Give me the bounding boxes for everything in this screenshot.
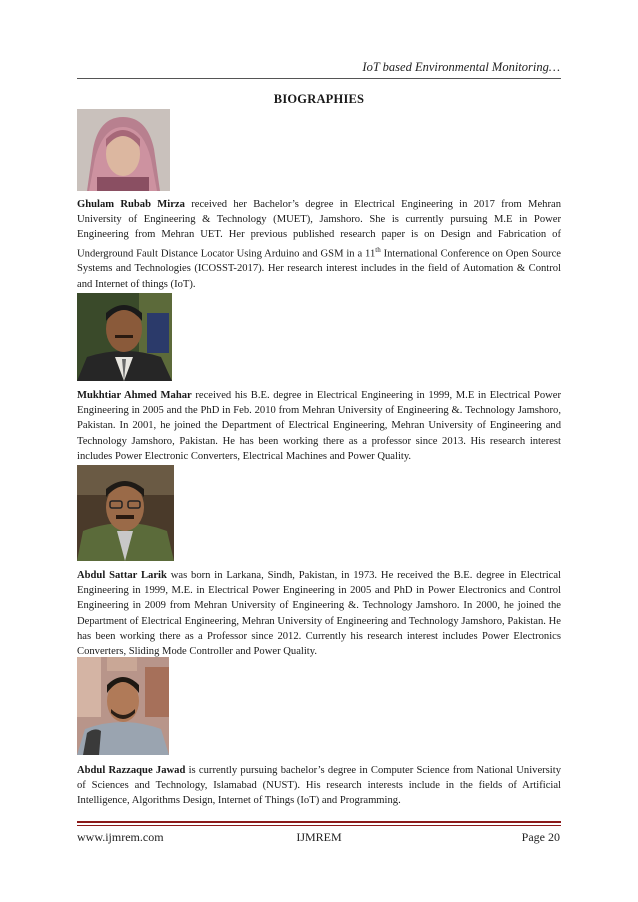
bio-paragraph-3: Abdul Sattar Larik was born in Larkana, Sindh, Pakistan, in 1973. He received the B.E. degree in Electrical Engineering in 1999, M.E. in Electrical Power Engineering in 2005 and PhD in Power Electronics and Control Engineering in 2009 from Mehran University of Engineering &. Technology Jamshoro. In 2000, he joined the Department of Electrical Engineering, Mehran University of Engineering and Technology Jamshoro, Pakistan. He has been working there as a Professor since 2012. Currently his research interest includes Power Electronics Converters, Sliding Mode Controller and Power Quality. bbox=[77, 570, 561, 658]
bio-paragraph-1: Ghulam Rubab Mirza received her Bachelor’s degree in Electrical Engineering in 2017 from Mehran University of Engineering & Technology (MUET), Jamshoro. She is currently pursuing M.E in Power Engineering from Mehran UET. Her previous published research paper is on Design and Fabrication of Underground Fault Distance Locator Using Arduino and GSM in a 11th International Conference on Open Source Systems and Technologies (ICOSST-2017). Her research interest includes in the field of Automation & Control and Internet of things (IoT). bbox=[77, 199, 561, 290]
footer-rule-thin bbox=[77, 825, 561, 826]
author-name-4: Abdul Razzaque Jawad bbox=[77, 765, 186, 776]
footer-page-number: Page 20 bbox=[521, 830, 560, 844]
header-rule bbox=[77, 78, 561, 79]
author-name-3: Abdul Sattar Larik bbox=[77, 570, 167, 581]
author-photo-3 bbox=[77, 465, 174, 561]
bio-paragraph-2: Mukhtiar Ahmed Mahar received his B.E. degree in Electrical Engineering in 1999, M.E in Electrical Power Engineering in 2005 and the PhD in Feb. 2010 from Mehran University of Engineering &. Technology Jamshoro, Pakistan. In 2001, he joined the Department of Electrical Engineering, Mehran University of Engineering and Technology Jamshoro, Pakistan. He has been working there as a professor since 2013. His research interest includes Power Electronic Converters, Electrical Machines and Power Quality. bbox=[77, 390, 562, 462]
author-name-2: Mukhtiar Ahmed Mahar bbox=[77, 390, 192, 401]
author-name-1: Ghulam Rubab Mirza bbox=[77, 199, 185, 210]
footer-journal: IJMREM bbox=[296, 830, 342, 844]
footer-rule bbox=[77, 821, 561, 823]
section-title: BIOGRAPHIES bbox=[273, 92, 365, 106]
author-photo-1 bbox=[77, 109, 170, 191]
footer-website-link[interactable]: www.ijmrem.com bbox=[77, 830, 164, 844]
running-header: IoT based Environmental Monitoring… bbox=[362, 60, 560, 74]
author-photo-2 bbox=[77, 293, 172, 381]
bio-paragraph-4: Abdul Razzaque Jawad is currently pursuing bachelor’s degree in Computer Science from National University of Sciences and Technology, Islamabad (NUST). His research interests include in the fields of Artificial Intelligence, Algorithms Design, Internet of Things (IoT) and Programming. bbox=[77, 765, 561, 807]
author-photo-4 bbox=[77, 657, 169, 755]
